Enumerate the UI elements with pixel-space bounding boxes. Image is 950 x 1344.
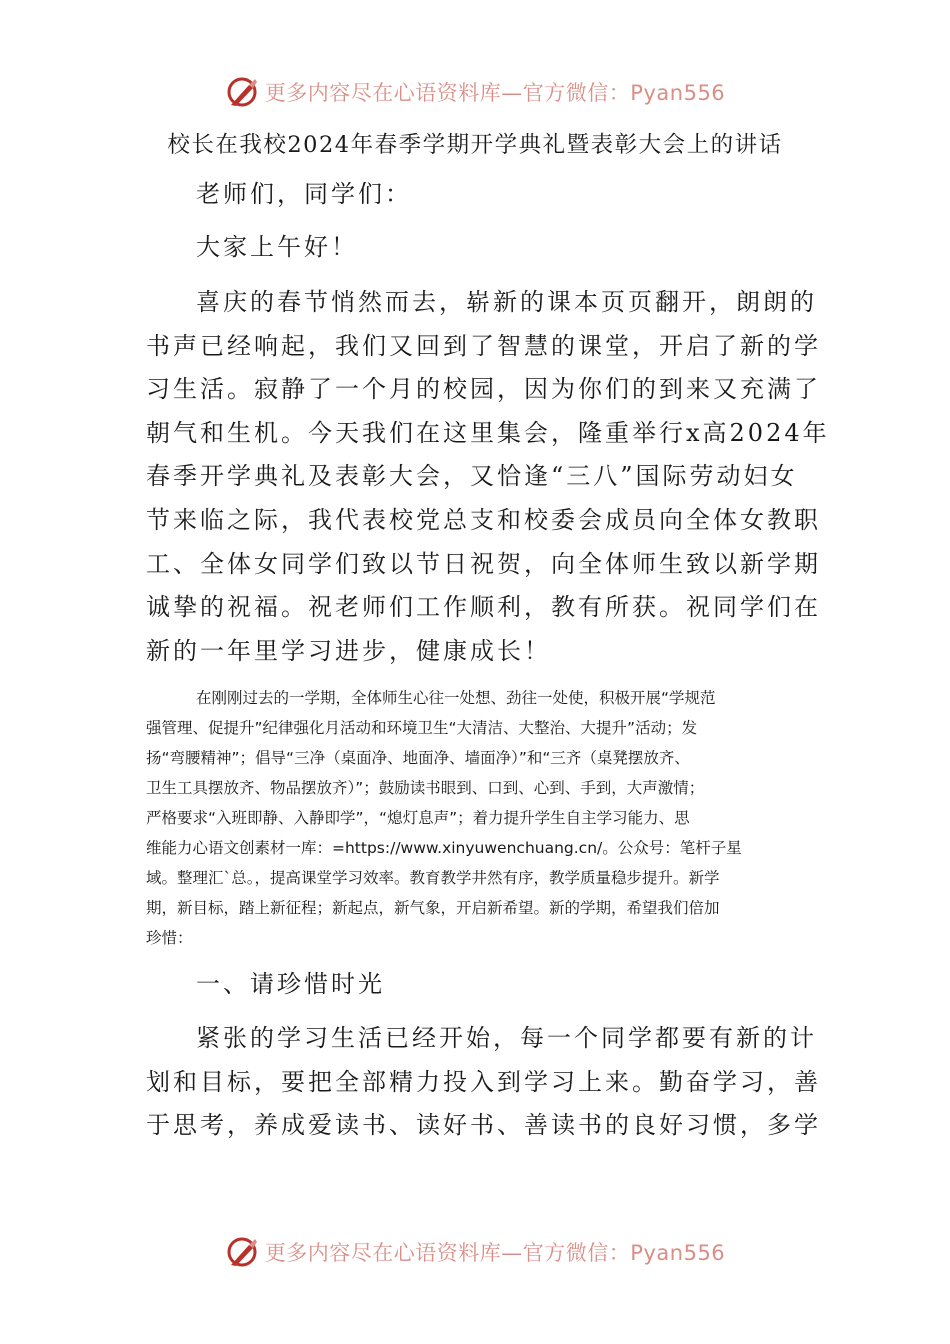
section-heading-1	[146, 963, 810, 1007]
section-heading-text: 一、请珍惜时光	[196, 970, 385, 998]
greeting	[146, 226, 810, 270]
pen-nib-logo-icon	[225, 75, 259, 109]
paragraph-line: 喜庆的春节悄然而去，崭新的课本页页翻开，朗朗的	[196, 288, 817, 316]
paragraph-line: 卫生工具摆放齐、物品摆放齐）”；鼓励读书眼到、口到、心到、手到，大声激情；	[146, 779, 705, 797]
header-watermark-banner	[0, 72, 950, 112]
paragraph-line: 严格要求“入班即静、入静即学”，“熄灯息声”；着力提升学生自主学习能力、思	[146, 809, 690, 827]
paragraph-line: 划和目标，要把全部精力投入到学习上来。勤奋学习，善	[146, 1067, 821, 1096]
paragraph-line: 春季开学典礼及表彰大会，又恰逢“三八”国际劳动妇女	[146, 462, 798, 491]
paragraph-line: 诚挚的祝福。祝老师们工作顺利，教有所获。祝同学们在	[146, 593, 821, 622]
paragraph-line: 强管理、促提升”纪律强化月活动和环境卫生“大清洁、大整治、大提升”活动；发	[146, 719, 698, 737]
paragraph-line: 域。整理汇`总。，提高课堂学习效率。教育教学井然有序，教学质量稳步提升。新学	[146, 869, 720, 887]
paragraph-line: 朝气和生机。今天我们在这里集会，隆重举行x高2024年	[146, 418, 830, 447]
paragraph-line: 工、全体女同学们致以节日祝贺，向全体师生致以新学期	[146, 549, 821, 578]
paragraph-line: 珍惜：	[146, 929, 193, 947]
pen-nib-logo-icon	[225, 1235, 259, 1269]
paragraph-line: 习生活。寂静了一个月的校园，因为你们的到来又充满了	[146, 375, 821, 404]
paragraph-line: 节来临之际，我代表校党总支和校委会成员向全体女教职	[146, 505, 821, 534]
paragraph-3	[146, 1017, 821, 1148]
paragraph-line: 扬“弯腰精神”；倡导“三净（桌面净、地面净、墙面净）”和“三齐（桌凳摆放齐、	[146, 749, 690, 767]
paragraph-line: 新的一年里学习进步，健康成长！	[146, 636, 551, 665]
paragraph-line: 书声已经响起，我们又回到了智慧的课堂，开启了新的学	[146, 331, 821, 360]
greeting-text: 大家上午好！	[196, 233, 358, 261]
paragraph-1	[146, 281, 830, 673]
paragraph-line: 紧张的学习生活已经开始，每一个同学都要有新的计	[196, 1024, 817, 1052]
paragraph-2	[146, 683, 821, 953]
banner-text: 更多内容尽在心语资料库—官方微信：Pyan556	[264, 81, 726, 105]
banner-text: 更多内容尽在心语资料库—官方微信：Pyan556	[264, 1241, 726, 1265]
salutation-text: 老师们，同学们：	[196, 180, 412, 208]
paragraph-line: 于思考，养成爱读书、读好书、善读书的良好习惯，多学	[146, 1111, 821, 1140]
paragraph-line: 维能力心语文创素材一库：=https://www.xinyuwenchuang.cn/。公众号：笔杆子星	[146, 839, 742, 857]
paragraph-line: 在刚刚过去的一学期，全体师生心往一处想、劲往一处使，积极开展“学规范	[196, 689, 716, 707]
document-title: 校长在我校2024年春季学期开学典礼暨表彰大会上的讲话	[167, 132, 783, 158]
salutation	[146, 173, 810, 217]
footer-watermark-banner	[0, 1232, 950, 1272]
paragraph-line: 期，新目标，踏上新征程；新起点，新气象，开启新希望。新的学期，希望我们倍加	[146, 899, 720, 917]
